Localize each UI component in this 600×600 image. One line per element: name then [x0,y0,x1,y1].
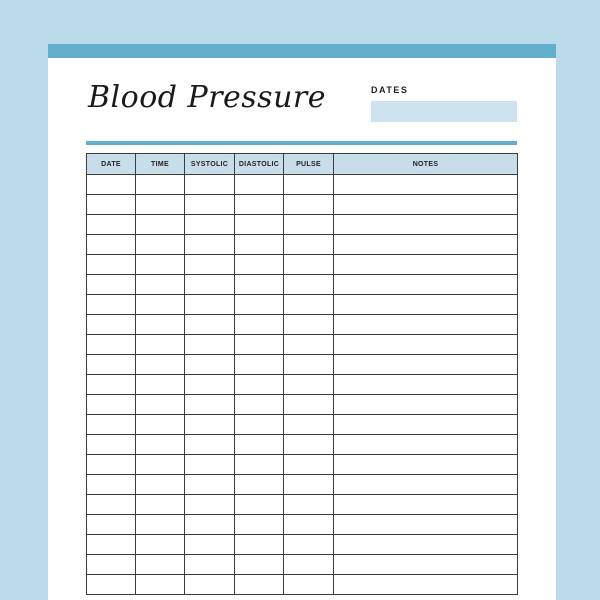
time-cell[interactable] [136,355,185,375]
time-cell[interactable] [136,195,185,215]
date-cell[interactable] [87,355,136,375]
table-row [87,395,518,415]
diastolic-cell[interactable] [235,175,284,195]
pulse-cell[interactable] [284,475,334,495]
time-cell[interactable] [136,435,185,455]
notes-cell[interactable] [334,315,518,335]
date-cell[interactable] [87,555,136,575]
notes-cell[interactable] [334,275,518,295]
systolic-cell[interactable] [185,575,235,595]
date-cell[interactable] [87,295,136,315]
diastolic-cell[interactable] [235,435,284,455]
pulse-cell[interactable] [284,275,334,295]
time-cell[interactable] [136,335,185,355]
column-header-notes: NOTES [334,154,518,175]
diastolic-cell[interactable] [235,455,284,475]
table-row [87,475,518,495]
time-cell[interactable] [136,275,185,295]
table-row [87,215,518,235]
top-accent-band [48,44,556,58]
pulse-cell[interactable] [284,535,334,555]
notes-cell[interactable] [334,435,518,455]
systolic-cell[interactable] [185,255,235,275]
table-row [87,315,518,335]
systolic-cell[interactable] [185,375,235,395]
diastolic-cell[interactable] [235,235,284,255]
table-row [87,255,518,275]
time-cell[interactable] [136,515,185,535]
systolic-cell[interactable] [185,395,235,415]
date-cell[interactable] [87,535,136,555]
pulse-cell[interactable] [284,355,334,375]
table-header-row [87,154,518,175]
title-divider [86,141,517,145]
date-cell[interactable] [87,275,136,295]
date-cell[interactable] [87,495,136,515]
table-row [87,495,518,515]
time-cell[interactable] [136,535,185,555]
table-row [87,555,518,575]
diastolic-cell[interactable] [235,395,284,415]
notes-cell[interactable] [334,415,518,435]
pulse-cell[interactable] [284,315,334,335]
notes-cell[interactable] [334,455,518,475]
diastolic-cell[interactable] [235,215,284,235]
systolic-cell[interactable] [185,215,235,235]
page-title: Blood Pressure [88,80,326,115]
systolic-cell[interactable] [185,315,235,335]
notes-cell[interactable] [334,355,518,375]
table-row [87,295,518,315]
pulse-cell[interactable] [284,195,334,215]
date-cell[interactable] [87,475,136,495]
diastolic-cell[interactable] [235,515,284,535]
column-header-systolic: SYSTOLIC [185,154,235,175]
time-cell[interactable] [136,475,185,495]
systolic-cell[interactable] [185,555,235,575]
time-cell[interactable] [136,575,185,595]
diastolic-cell[interactable] [235,255,284,275]
date-cell[interactable] [87,215,136,235]
pulse-cell[interactable] [284,515,334,535]
date-cell[interactable] [87,335,136,355]
table-row [87,195,518,215]
table-row [87,435,518,455]
table-row [87,375,518,395]
diastolic-cell[interactable] [235,475,284,495]
time-cell[interactable] [136,215,185,235]
notes-cell[interactable] [334,475,518,495]
diastolic-cell[interactable] [235,495,284,515]
pulse-cell[interactable] [284,375,334,395]
diastolic-cell[interactable] [235,335,284,355]
systolic-cell[interactable] [185,235,235,255]
table-row [87,275,518,295]
date-cell[interactable] [87,195,136,215]
systolic-cell[interactable] [185,335,235,355]
date-cell[interactable] [87,255,136,275]
time-cell[interactable] [136,235,185,255]
date-cell[interactable] [87,175,136,195]
table-row [87,535,518,555]
date-cell[interactable] [87,455,136,475]
diastolic-cell[interactable] [235,315,284,335]
pulse-cell[interactable] [284,255,334,275]
time-cell[interactable] [136,295,185,315]
notes-cell[interactable] [334,195,518,215]
table-row [87,455,518,475]
diastolic-cell[interactable] [235,375,284,395]
notes-cell[interactable] [334,535,518,555]
systolic-cell[interactable] [185,515,235,535]
pulse-cell[interactable] [284,395,334,415]
time-cell[interactable] [136,175,185,195]
time-cell[interactable] [136,555,185,575]
pulse-cell[interactable] [284,435,334,455]
pulse-cell[interactable] [284,415,334,435]
notes-cell[interactable] [334,495,518,515]
date-cell[interactable] [87,435,136,455]
notes-cell[interactable] [334,395,518,415]
time-cell[interactable] [136,255,185,275]
diastolic-cell[interactable] [235,555,284,575]
pulse-cell[interactable] [284,575,334,595]
time-cell[interactable] [136,315,185,335]
table-row [87,355,518,375]
diastolic-cell[interactable] [235,355,284,375]
column-header-diastolic: DIASTOLIC [235,154,284,175]
notes-cell[interactable] [334,515,518,535]
notes-cell[interactable] [334,255,518,275]
table-row [87,175,518,195]
date-cell[interactable] [87,235,136,255]
notes-cell[interactable] [334,575,518,595]
date-cell[interactable] [87,315,136,335]
date-cell[interactable] [87,395,136,415]
date-cell[interactable] [87,375,136,395]
time-cell[interactable] [136,495,185,515]
time-cell[interactable] [136,415,185,435]
pulse-cell[interactable] [284,235,334,255]
pulse-cell[interactable] [284,335,334,355]
table-row [87,515,518,535]
blood-pressure-log-table [86,153,518,595]
table-row [87,235,518,255]
systolic-cell[interactable] [185,295,235,315]
table-body [87,175,518,595]
diastolic-cell[interactable] [235,275,284,295]
systolic-cell[interactable] [185,495,235,515]
systolic-cell[interactable] [185,455,235,475]
printable-page [48,44,556,600]
notes-cell[interactable] [334,375,518,395]
column-header-pulse: PULSE [284,154,334,175]
diastolic-cell[interactable] [235,575,284,595]
notes-cell[interactable] [334,295,518,315]
diastolic-cell[interactable] [235,295,284,315]
dates-field[interactable] [371,101,517,122]
date-cell[interactable] [87,415,136,435]
date-cell[interactable] [87,575,136,595]
notes-cell[interactable] [334,235,518,255]
systolic-cell[interactable] [185,175,235,195]
column-header-date: DATE [87,154,136,175]
time-cell[interactable] [136,395,185,415]
pulse-cell[interactable] [284,175,334,195]
systolic-cell[interactable] [185,355,235,375]
time-cell[interactable] [136,455,185,475]
table-row [87,335,518,355]
notes-cell[interactable] [334,555,518,575]
notes-cell[interactable] [334,175,518,195]
pulse-cell[interactable] [284,455,334,475]
notes-cell[interactable] [334,335,518,355]
table-row [87,415,518,435]
diastolic-cell[interactable] [235,195,284,215]
dates-label: DATES [371,85,409,95]
table-row [87,575,518,595]
systolic-cell[interactable] [185,415,235,435]
systolic-cell[interactable] [185,435,235,455]
date-cell[interactable] [87,515,136,535]
pulse-cell[interactable] [284,555,334,575]
diastolic-cell[interactable] [235,415,284,435]
systolic-cell[interactable] [185,535,235,555]
column-header-time: TIME [136,154,185,175]
time-cell[interactable] [136,375,185,395]
systolic-cell[interactable] [185,195,235,215]
systolic-cell[interactable] [185,275,235,295]
pulse-cell[interactable] [284,215,334,235]
pulse-cell[interactable] [284,295,334,315]
notes-cell[interactable] [334,215,518,235]
pulse-cell[interactable] [284,495,334,515]
systolic-cell[interactable] [185,475,235,495]
diastolic-cell[interactable] [235,535,284,555]
